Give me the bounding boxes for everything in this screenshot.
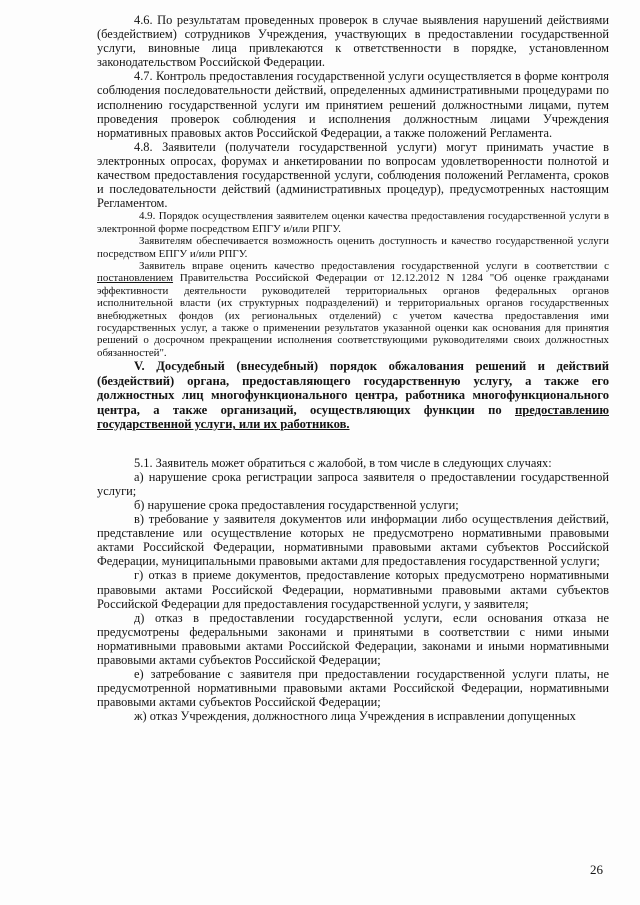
list-item-e: е) затребование с заявителя при предоставлении государственной услуги платы, не предусмотренной нормативными правовыми актами Российской Федерации, нормативными правовыми актами субъектов Российской Федерации; bbox=[97, 667, 609, 710]
paragraph-4-9: 4.9. Порядок осуществления заявителем оценки качества предоставления государственной услуги в электронной форме посредством ЕПГУ и/или РПГУ. bbox=[97, 210, 609, 235]
list-item-5-1: 5.1. Заявитель может обратиться с жалобой, в том числе в следующих случаях: bbox=[134, 455, 552, 470]
page-content bbox=[97, 13, 609, 723]
section-v-heading-main: V. Досудебный (внесудебный) порядок обжалования решений и действий (бездействий) органа, предоставляющего государственную услугу, а также его должностных лиц многофункционального центра, работника многофункционального центра, а также организаций, осуществляющих функции по bbox=[97, 359, 609, 417]
list-item-b: б) нарушение срока предоставления государственной услуги; bbox=[134, 497, 459, 512]
complaint-cases-list bbox=[97, 456, 609, 724]
paragraph-4-8: 4.8. Заявители (получатели государственной услуги) могут принимать участие в электронных опросах, форумах и анкетировании по вопросам удовлетворенности полнотой и качеством предоставления государственной услуги, соблюдения положений Регламента, сроков и последовательности действий (административных процедур), предусмотренных настоящим Регламентом. bbox=[97, 139, 609, 211]
list-item-v: в) требование у заявителя документов или информации либо осуществления действий, представление или осуществление которых не предусмотрено нормативными правовыми актами Российской Федерации, нормативными правовыми актами субъектов Российской Федерации, муниципальными правовыми актами для предоставления государственной услуги; bbox=[97, 512, 609, 569]
list-item-a: а) нарушение срока регистрации запроса заявителя о предоставлении государственной услуги; bbox=[97, 469, 609, 498]
list-item-g: г) отказ в приеме документов, предоставление которых предусмотрено нормативными правовыми актами Российской Федерации, нормативными правовыми актами субъектов Российской Федерации для предоставления государственной услуги, у заявителя; bbox=[97, 568, 609, 611]
quality-text-start: Заявитель вправе оценить качество предоставления государственной услуги в соответствии с bbox=[139, 259, 609, 272]
decree-link[interactable]: постановлением bbox=[97, 272, 174, 285]
paragraphs-small bbox=[97, 210, 609, 359]
paragraph-4-7: 4.7. Контроль предоставления государственной услуги осуществляется в форме контроля соблюдения последовательности действий, определенных административными процедурами по исполнению государственной услуги им принятием решений должностными лицами, путем проведения проверок соблюдения и исполнения должностным лицами Учреждения нормативных правовых актов Российской Федерации, а также положений Регламента. bbox=[97, 69, 609, 140]
list-item-zh: ж) отказ Учреждения, должностного лица Учреждения в исправлении допущенных bbox=[134, 709, 576, 724]
paragraphs-top bbox=[97, 13, 609, 210]
section-v-heading-underlined: предоставлению государственной услуги, или их работников. bbox=[97, 402, 609, 432]
paragraph-4-6: 4.6. По результатам проведенных проверок в случае выявления нарушений действиями (бездействием) сотрудников Учреждения, участвующих в предоставлении государственной услуги, виновные лица привлекаются к ответственности в порядке, установленном законодательством Российской Федерации. bbox=[97, 13, 609, 70]
list-item-d: д) отказ в предоставлении государственной услуги, если основания отказа не предусмотрены федеральными законами и принятыми в соответствии с ними иными нормативными правовыми актами Российской Федерации, законами и иными нормативными правовыми актами субъектов Российской Федерации; bbox=[97, 610, 609, 667]
paragraph-quality-assessment bbox=[97, 260, 609, 359]
page-number: 26 bbox=[590, 862, 603, 877]
quality-text-end: Правительства Российской Федерации от 12.12.2012 N 1284 "Об оценке гражданами эффективности деятельности руководителей территориальных органов федеральных органов исполнительной власти (их структурных подразделений) и территориальных органов государственных внебюджетных фондов (их региональных отделений) с учетом качества предоставления ими государственных услуг, а также о применении результатов указанной оценки как основания для принятия решений о досрочном прекращении исполнения соответствующими руководителями своих должностных обязанностей". bbox=[97, 272, 609, 359]
paragraph-epgu-rpgu: Заявителям обеспечивается возможность оценить доступность и качество государственной услуги посредством ЕПГУ и/или РПГУ. bbox=[97, 235, 609, 260]
section-v-heading bbox=[97, 359, 609, 432]
